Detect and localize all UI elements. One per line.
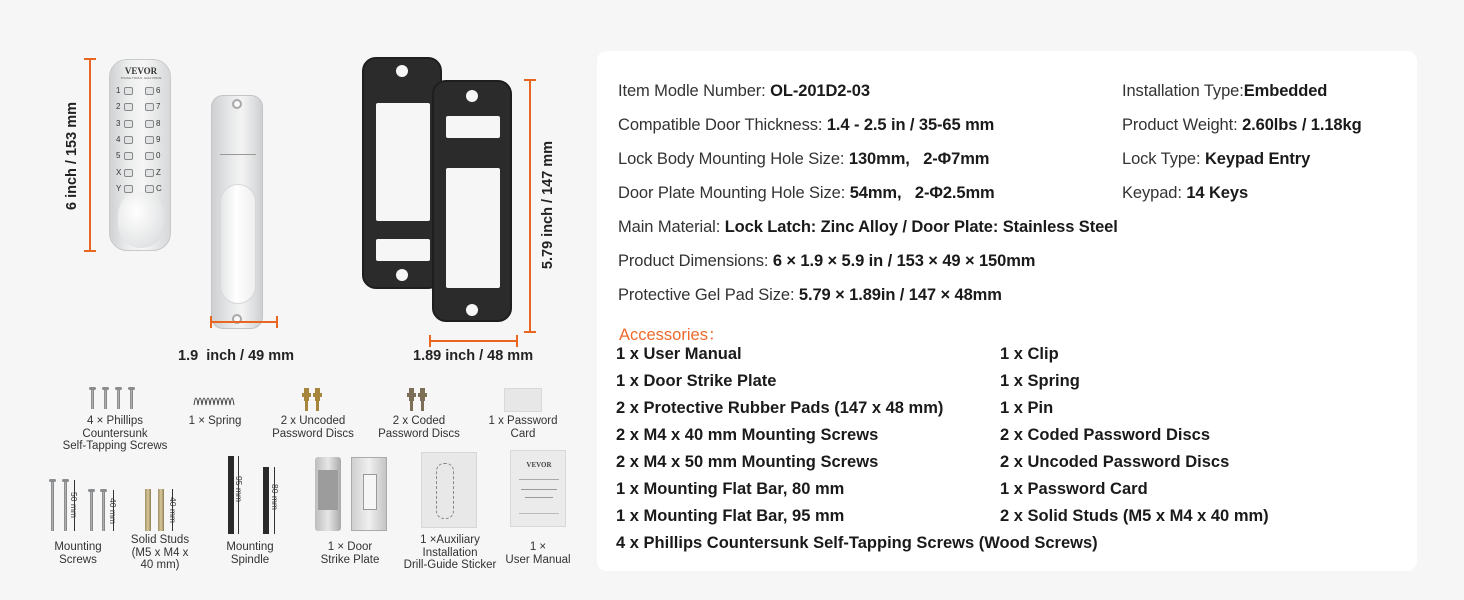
pad-window <box>446 168 500 288</box>
thumb-label-strike-plate: 1 × Door Strike Plate <box>320 541 380 566</box>
accessory-item: 2 x Solid Studs (M5 x M4 x 40 mm) <box>1000 507 1269 525</box>
manual-icon <box>510 450 566 527</box>
spec-value: OL-201D2-03 <box>770 82 870 100</box>
key-label: 6 <box>156 86 161 95</box>
key-button <box>124 103 133 111</box>
spec-value: Embedded <box>1243 82 1328 100</box>
thumb-label-manual: 1 × User Manual <box>505 541 571 566</box>
dim-tick <box>84 58 96 60</box>
plate-knob <box>220 184 256 304</box>
accessories-title: Accessories： <box>619 326 725 344</box>
spec-label: Door Plate Mounting Hole Size: <box>618 184 850 202</box>
key-label: X <box>116 167 122 177</box>
key-label: 1 <box>116 86 121 95</box>
key-button <box>124 136 133 144</box>
spec-row <box>618 184 995 203</box>
spec-label: Main Material: <box>618 218 725 236</box>
thumb-label-mounting-screws: Mounting Screws <box>54 541 102 566</box>
accessory-item: 1 x Mounting Flat Bar, 95 mm <box>616 507 845 525</box>
key-label: 8 <box>156 118 161 128</box>
password-card-icon <box>504 388 542 412</box>
pad-window <box>376 103 430 221</box>
spec-value: Keypad Entry <box>1204 150 1311 168</box>
dim-label-50mm: 50 mm <box>68 492 79 518</box>
key-label: 7 <box>156 102 161 112</box>
key-label: 2 <box>116 102 121 112</box>
spec-row <box>618 116 994 135</box>
spec-value: 1.4 - 2.5 in / 35-65 mm <box>826 116 995 134</box>
pad-window <box>376 239 430 261</box>
accessory-item: 1 x Pin <box>1000 399 1054 417</box>
key-label: 3 <box>116 118 121 128</box>
dim-label-80mm: 80 mm <box>269 484 280 510</box>
accessory-item: 1 x Spring <box>1000 372 1080 390</box>
key-button <box>145 103 154 111</box>
key-button <box>145 185 154 193</box>
spec-label: Lock Type: <box>1122 150 1205 168</box>
manual-brand: VEVOR <box>526 461 552 469</box>
spec-value: 5.79 × 1.89in / 147 × 48mm <box>798 286 1002 304</box>
key-label: C <box>156 183 162 193</box>
spec-label: Compatible Door Thickness: <box>618 116 827 134</box>
accessory-item: 1 x Clip <box>1000 345 1059 363</box>
accessory-item: 2 x Coded Password Discs <box>1000 426 1210 444</box>
dim-label-40mm-studs: 40 mm <box>167 497 178 523</box>
spec-row <box>1122 184 1248 203</box>
pad-window <box>446 116 500 138</box>
spec-row <box>618 252 1035 271</box>
key-button <box>124 185 133 193</box>
pad-hole <box>466 90 478 102</box>
lock-width-dim-line <box>211 321 277 323</box>
dim-tick <box>516 335 518 347</box>
spec-value: 14 Keys <box>1186 184 1249 202</box>
accessory-item: 4 x Phillips Countersunk Self-Tapping Screws (Wood Screws) <box>616 534 1098 552</box>
dim-tick <box>429 335 431 347</box>
key-label: Y <box>116 183 122 193</box>
keypad-lock-image <box>109 59 171 251</box>
thumb-label-spring: 1 × Spring <box>188 415 242 427</box>
spec-row <box>618 286 1002 305</box>
mount-hole <box>232 99 242 109</box>
accessory-item: 1 x Mounting Flat Bar, 80 mm <box>616 480 845 498</box>
spec-value: 2.60lbs / 1.18kg <box>1242 116 1362 134</box>
spec-label: Installation Type: <box>1122 82 1244 100</box>
key-label: 5 <box>116 151 121 161</box>
dim-tick <box>276 316 278 328</box>
accessory-item: 2 x Uncoded Password Discs <box>1000 453 1230 471</box>
spec-label: Protective Gel Pad Size: <box>618 286 799 304</box>
accessory-item: 1 x Password Card <box>1000 480 1148 498</box>
pad-width-dim-line <box>430 340 518 342</box>
key-button <box>145 169 154 177</box>
key-label: 9 <box>156 134 161 144</box>
dim-label-40mm: 40 mm <box>107 498 118 524</box>
pad-height-dim-line <box>529 80 531 332</box>
key-button <box>145 120 154 128</box>
sticker-icon <box>421 452 477 528</box>
thumb-label-sticker: 1 ×Auxiliary Installation Drill-Guide Sticker <box>403 534 497 571</box>
keypad-row <box>116 86 166 97</box>
lock-back-plate-image <box>211 95 263 329</box>
spec-label: Product Dimensions: <box>618 252 773 270</box>
pad-height-label: 5.79 inch / 147 mm <box>540 140 556 270</box>
spec-label: Product Weight: <box>1122 116 1243 134</box>
key-button <box>124 152 133 160</box>
uncoded-disc-icon <box>301 386 325 412</box>
keypad-row <box>116 151 166 162</box>
rubber-pad-back <box>362 57 442 289</box>
plate-slot <box>220 154 256 155</box>
thumb-label-spindle: Mounting Spindle <box>226 541 274 566</box>
dim-tick <box>84 250 96 252</box>
key-label: 0 <box>156 151 161 161</box>
thumb-label-wood-screws: 4 × Phillips Countersunk Self-Tapping Screws <box>62 415 168 452</box>
spec-row <box>1122 82 1327 101</box>
key-label: 4 <box>116 134 121 144</box>
key-label: Z <box>156 167 161 177</box>
spec-row <box>618 82 870 101</box>
lock-height-dim-line <box>89 59 91 251</box>
spec-row <box>1122 150 1310 169</box>
dim-tick <box>524 79 536 81</box>
key-button <box>124 169 133 177</box>
dim-tick <box>210 316 212 328</box>
coded-disc-icon <box>406 386 430 412</box>
key-button <box>124 120 133 128</box>
keypad-row <box>116 102 166 113</box>
spec-value: 6 × 1.9 × 5.9 in / 153 × 49 × 150mm <box>772 252 1036 270</box>
spec-value: 54mm, 2-Φ2.5mm <box>849 184 995 202</box>
key-button <box>145 136 154 144</box>
spec-row <box>618 218 1118 237</box>
rubber-pad-front <box>432 80 512 322</box>
spring-icon <box>192 391 238 407</box>
spec-row <box>618 150 989 169</box>
keypad-row <box>116 168 166 179</box>
key-button <box>145 87 154 95</box>
pad-hole <box>396 65 408 77</box>
dim-tick <box>524 331 536 333</box>
keypad-row <box>116 135 166 146</box>
keypad-row <box>116 119 166 130</box>
thumb-label-solid-studs: Solid Studs (M5 x M4 x 40 mm) <box>130 534 190 571</box>
spec-row <box>1122 116 1362 135</box>
key-button <box>124 87 133 95</box>
accessory-item: 2 x M4 x 40 mm Mounting Screws <box>616 426 879 444</box>
lock-height-label: 6 inch / 153 mm <box>64 102 80 210</box>
spec-card <box>597 51 1417 571</box>
brand-logo: VEVOR <box>124 66 158 76</box>
thumb-label-uncoded-discs: 2 x Uncoded Password Discs <box>272 415 354 440</box>
spec-label: Keypad: <box>1122 184 1187 202</box>
spec-value: 130mm, 2-Φ7mm <box>848 150 990 168</box>
spec-label: Lock Body Mounting Hole Size: <box>618 150 849 168</box>
spec-value: Lock Latch: Zinc Alloy / Door Plate: Stainless Steel <box>724 218 1118 236</box>
lock-knob <box>118 192 164 248</box>
thumb-label-password-card: 1 x Password Card <box>488 415 558 440</box>
lock-width-label: 1.9 inch / 49 mm <box>178 348 295 364</box>
pad-hole <box>466 304 478 316</box>
spec-label: Item Modle Number: <box>618 82 771 100</box>
pad-width-label: 1.89 inch / 48 mm <box>413 348 534 364</box>
brand-tagline: TOUGH TOOLS, HALF PRICE <box>120 76 162 80</box>
accessory-item: 1 x Door Strike Plate <box>616 372 777 390</box>
key-button <box>145 152 154 160</box>
pad-hole <box>396 269 408 281</box>
accessory-item: 2 x M4 x 50 mm Mounting Screws <box>616 453 879 471</box>
dim-label-95mm: 95 mm <box>233 476 244 502</box>
thumb-label-coded-discs: 2 x Coded Password Discs <box>378 415 460 440</box>
accessory-item: 2 x Protective Rubber Pads (147 x 48 mm) <box>616 399 944 417</box>
accessory-item: 1 x User Manual <box>616 345 742 363</box>
